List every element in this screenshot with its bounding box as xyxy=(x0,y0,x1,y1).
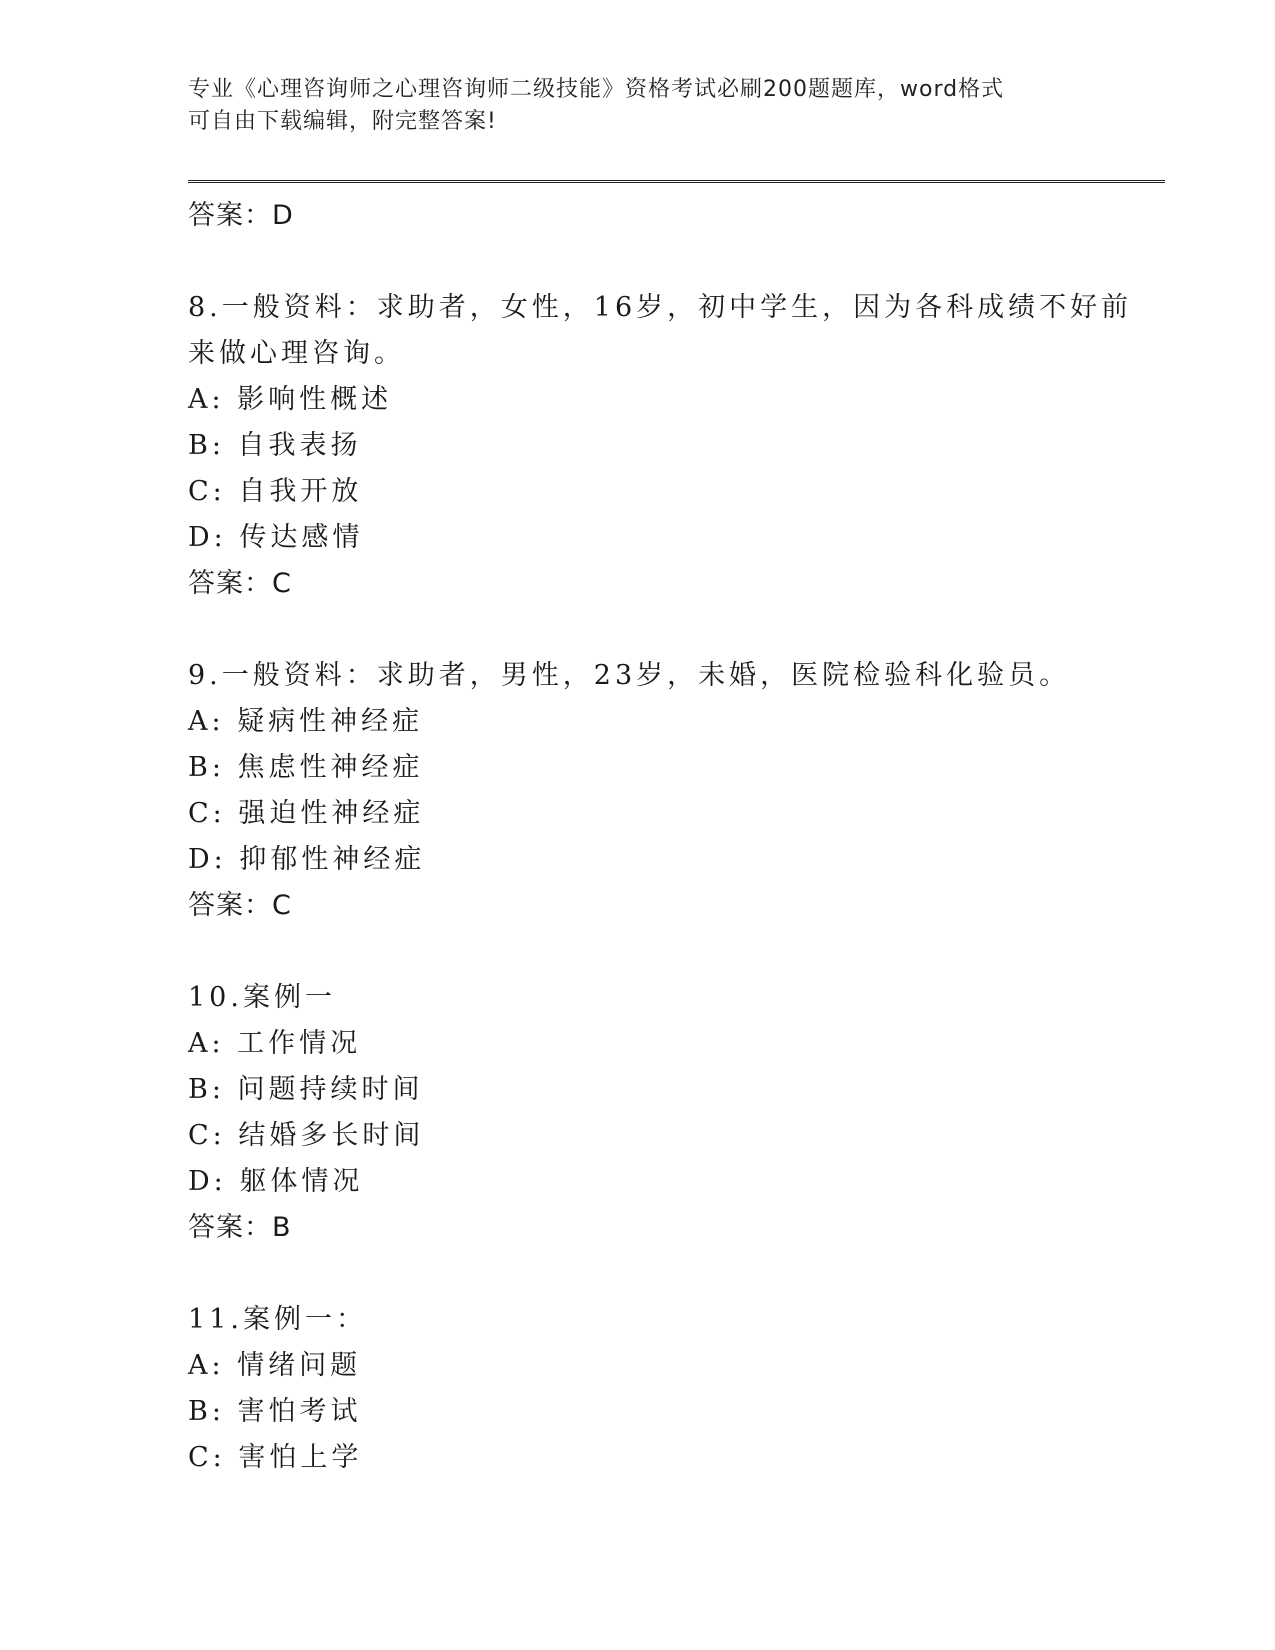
question-9-option-a: A: 疑病性神经症 xyxy=(188,706,424,737)
question-10-option-b: B: 问题持续时间 xyxy=(188,1074,424,1105)
question-11-option-b: B: 害怕考试 xyxy=(188,1396,362,1427)
question-10-answer: 答案：B xyxy=(188,1212,292,1243)
spacer xyxy=(188,607,1088,653)
document-header xyxy=(188,74,1088,138)
question-8-stem-line-2: 来做心理咨询。 xyxy=(188,338,405,369)
spacer xyxy=(188,1251,1088,1297)
question-10-option-a: A: 工作情况 xyxy=(188,1028,362,1059)
question-9-answer: 答案：C xyxy=(188,890,292,921)
question-10-stem-line-1: 10.案例一 xyxy=(188,982,336,1013)
question-11-option-a: A: 情绪问题 xyxy=(188,1350,362,1381)
spacer xyxy=(188,239,1088,285)
question-9-stem-line-1: 9.一般资料：求助者，男性，23岁，未婚，医院检验科化验员。 xyxy=(188,660,1071,691)
question-10-option-c: C: 结婚多长时间 xyxy=(188,1120,425,1151)
header-title-line-1: 专业《心理咨询师之心理咨询师二级技能》资格考试必刷200题题库，word格式 xyxy=(188,77,1005,102)
question-9-option-b: B: 焦虑性神经症 xyxy=(188,752,424,783)
question-8-answer: 答案：C xyxy=(188,568,292,599)
question-9-option-c: C: 强迫性神经症 xyxy=(188,798,425,829)
question-11-option-c: C: 害怕上学 xyxy=(188,1442,363,1473)
question-8-stem-line-1: 8.一般资料：求助者，女性，16岁，初中学生，因为各科成绩不好前 xyxy=(188,292,1133,323)
header-title-line-2: 可自由下载编辑，附完整答案! xyxy=(188,109,497,134)
question-10-option-d: D: 躯体情况 xyxy=(188,1166,364,1197)
question-9-option-d: D: 抑郁性神经症 xyxy=(188,844,426,875)
question-8-option-a: A: 影响性概述 xyxy=(188,384,393,415)
question-11-stem-line-1: 11.案例一： xyxy=(188,1304,367,1335)
question-8-option-c: C: 自我开放 xyxy=(188,476,363,507)
question-8-option-d: D: 传达感情 xyxy=(188,522,364,553)
previous-answer: 答案：D xyxy=(188,200,294,231)
question-list xyxy=(188,193,1133,1481)
header-divider xyxy=(188,180,1165,183)
question-8-option-b: B: 自我表扬 xyxy=(188,430,362,461)
spacer xyxy=(188,929,1088,975)
